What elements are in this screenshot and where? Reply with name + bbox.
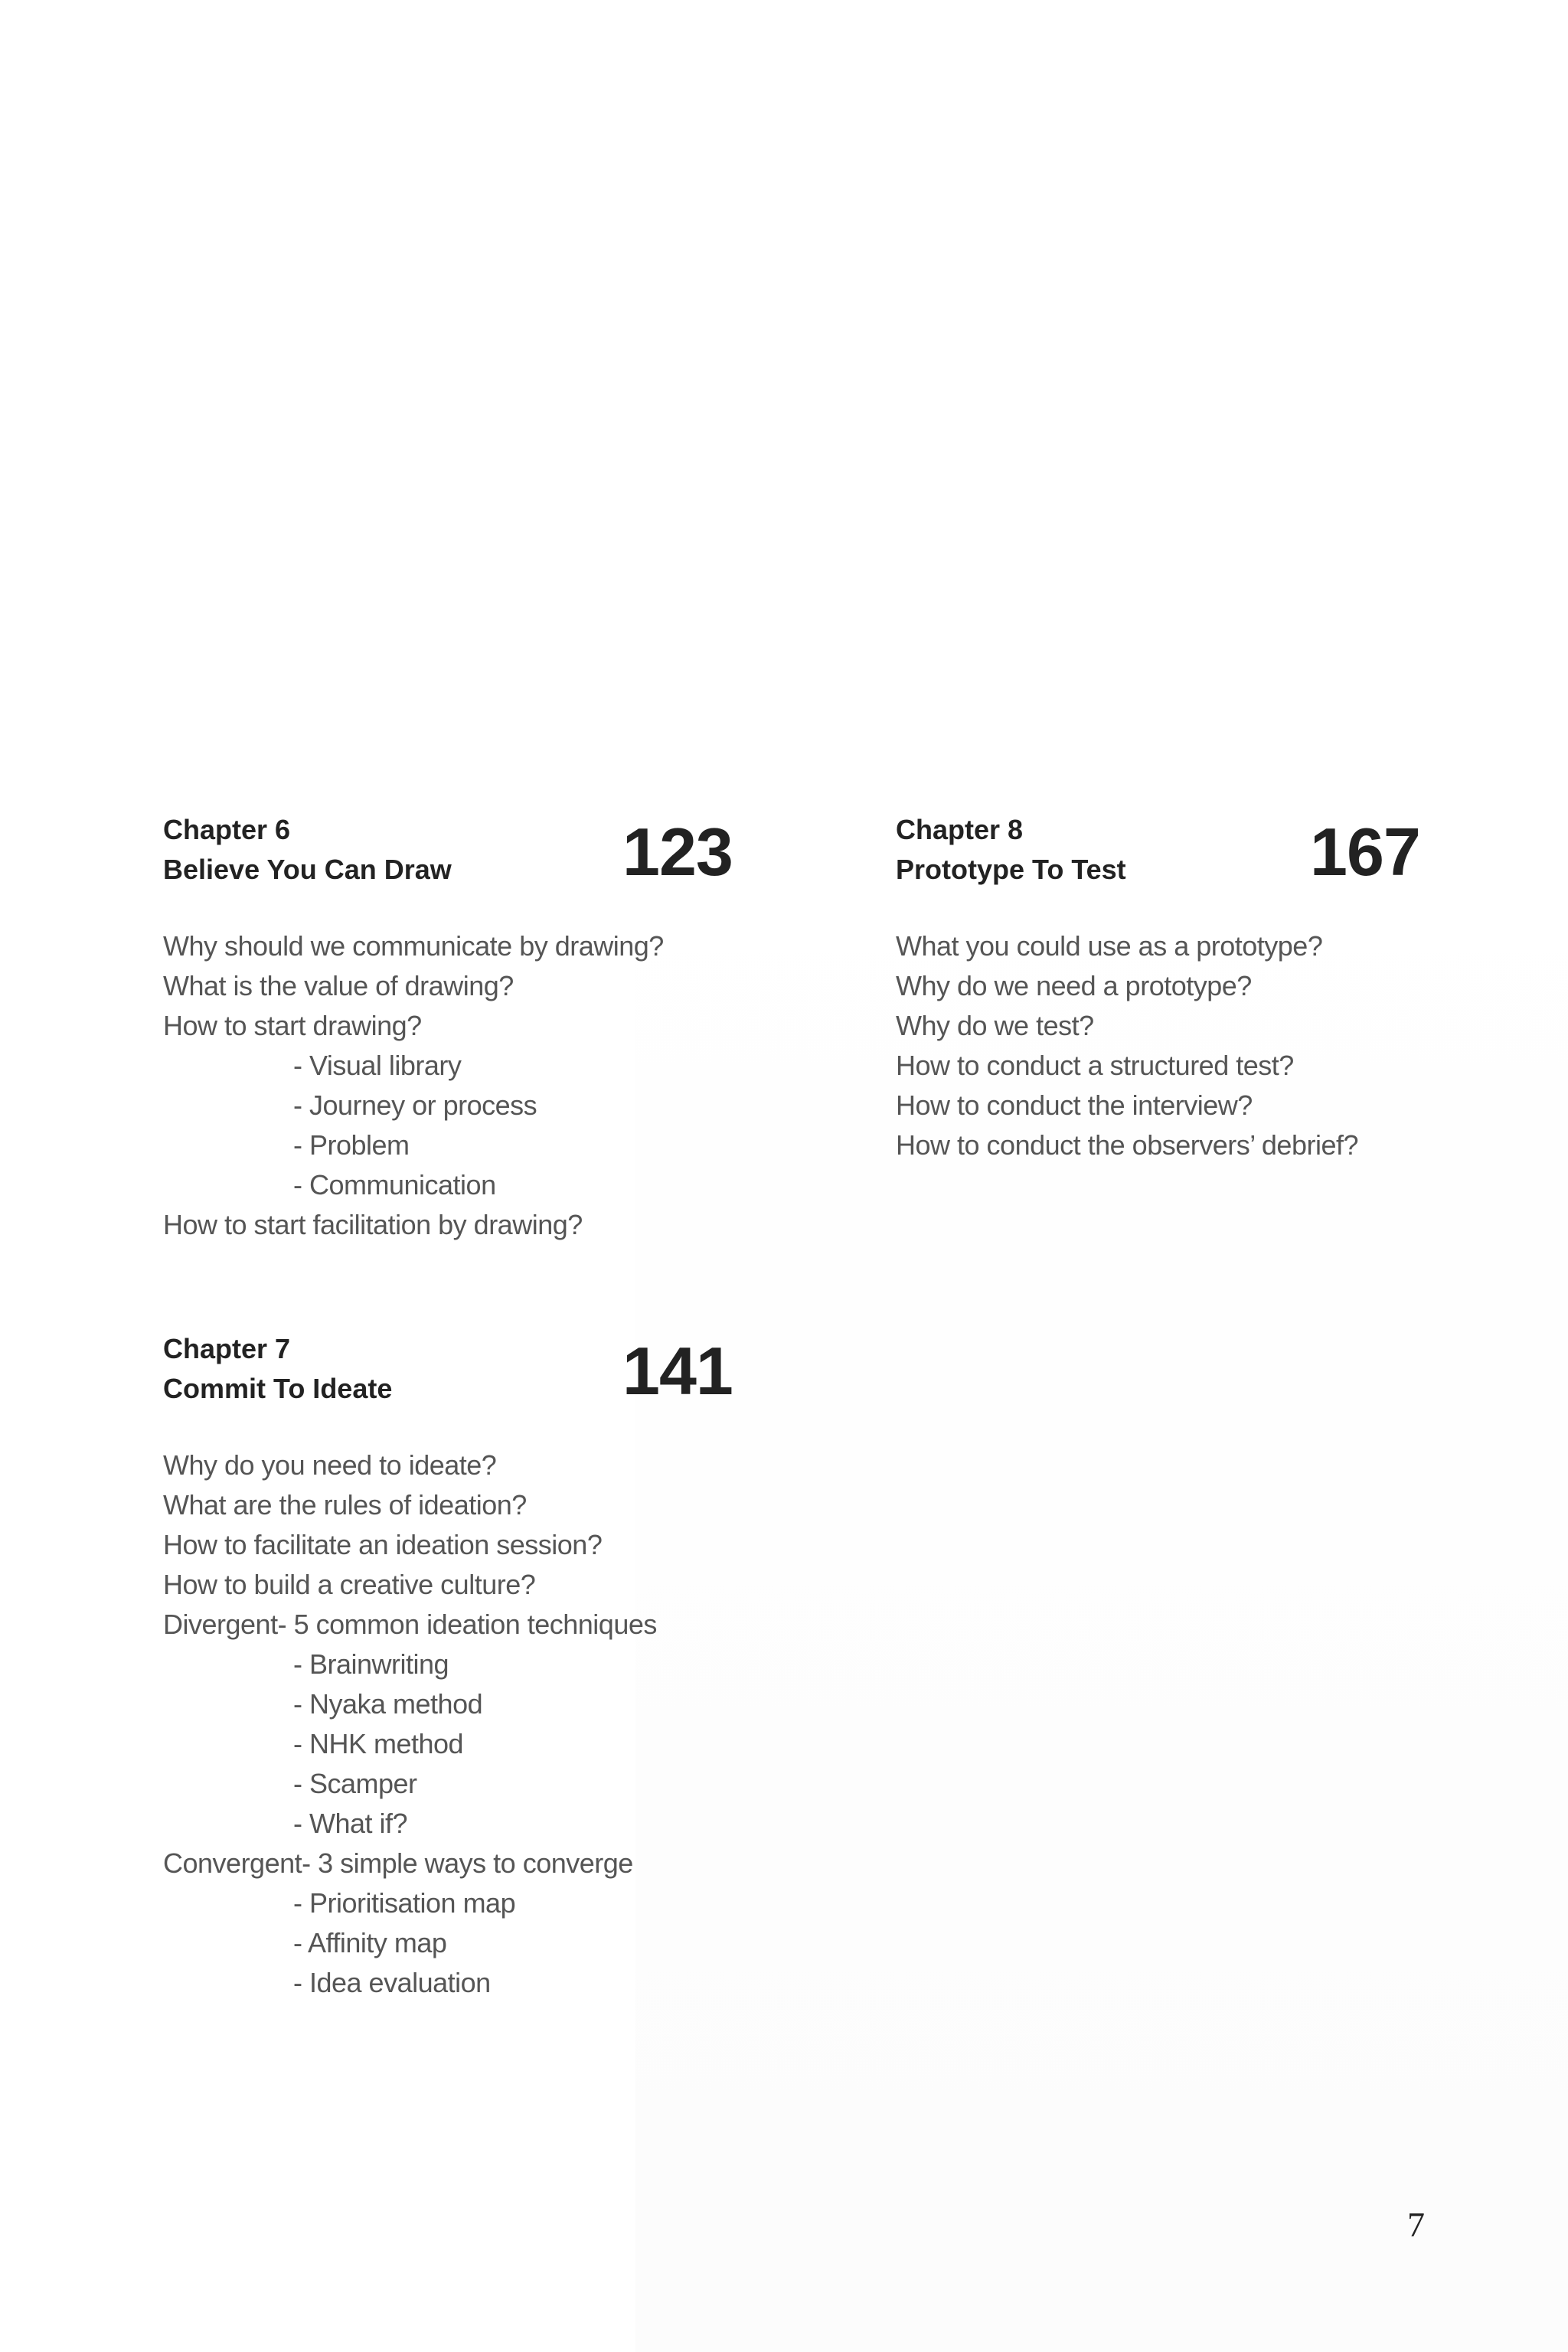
chapter-6-section xyxy=(163,810,745,1240)
subtopic-item: - Affinity map xyxy=(293,1927,447,1958)
topic-list xyxy=(163,1446,745,2003)
topic-list xyxy=(163,926,745,1245)
subtopic-item: - Idea evaluation xyxy=(293,1967,491,1998)
topic-item: Why do we need a prototype? xyxy=(896,970,1252,1001)
chapter-8-section xyxy=(896,810,1424,1161)
subtopic-item: - What if? xyxy=(293,1808,408,1839)
chapter-header xyxy=(163,810,745,894)
chapter-title: Believe You Can Draw xyxy=(163,854,452,885)
topic-item: Why do you need to ideate? xyxy=(163,1449,497,1481)
topic-item: How to conduct the observers’ debrief? xyxy=(896,1129,1359,1161)
topic-item: How to facilitate an ideation session? xyxy=(163,1529,603,1560)
subtopic-item: - Problem xyxy=(293,1129,410,1161)
subtopic-item: - Scamper xyxy=(293,1768,417,1799)
topic-item: What are the rules of ideation? xyxy=(163,1489,527,1521)
topic-item: Convergent- 3 simple ways to converge xyxy=(163,1847,633,1879)
chapter-header xyxy=(896,810,1424,894)
topic-item: How to start facilitation by drawing? xyxy=(163,1209,583,1240)
subtopic-item: - Journey or process xyxy=(293,1089,537,1121)
topic-item: Divergent- 5 common ideation techniques xyxy=(163,1609,657,1640)
subtopic-item: - NHK method xyxy=(293,1728,464,1759)
subtopic-item: - Prioritisation map xyxy=(293,1887,516,1919)
chapter-label: Chapter 7 xyxy=(163,1333,291,1364)
page-number: 7 xyxy=(1407,2205,1425,2244)
chapter-label: Chapter 6 xyxy=(163,814,291,845)
topic-item: What you could use as a prototype? xyxy=(896,930,1323,962)
subtopic-item: - Brainwriting xyxy=(293,1648,449,1680)
subtopic-item: - Visual library xyxy=(293,1050,462,1081)
topic-item: How to conduct the interview? xyxy=(896,1089,1253,1121)
subtopic-item: - Nyaka method xyxy=(293,1688,483,1720)
chapter-page-number: 123 xyxy=(622,814,733,890)
topic-item: How to build a creative culture? xyxy=(163,1569,536,1600)
chapter-title: Prototype To Test xyxy=(896,854,1126,885)
chapter-page-number: 141 xyxy=(622,1333,733,1409)
topic-item: What is the value of drawing? xyxy=(163,970,514,1001)
chapter-7-section xyxy=(163,1329,745,1998)
chapter-header xyxy=(163,1329,745,1413)
topic-item: Why should we communicate by drawing? xyxy=(163,930,664,962)
subtopic-item: - Communication xyxy=(293,1169,496,1200)
topic-item: Why do we test? xyxy=(896,1010,1094,1041)
topic-list xyxy=(896,926,1424,1165)
chapter-title: Commit To Ideate xyxy=(163,1373,393,1404)
topic-item: How to conduct a structured test? xyxy=(896,1050,1294,1081)
chapter-page-number: 167 xyxy=(1310,814,1420,890)
topic-item: How to start drawing? xyxy=(163,1010,422,1041)
chapter-label: Chapter 8 xyxy=(896,814,1024,845)
